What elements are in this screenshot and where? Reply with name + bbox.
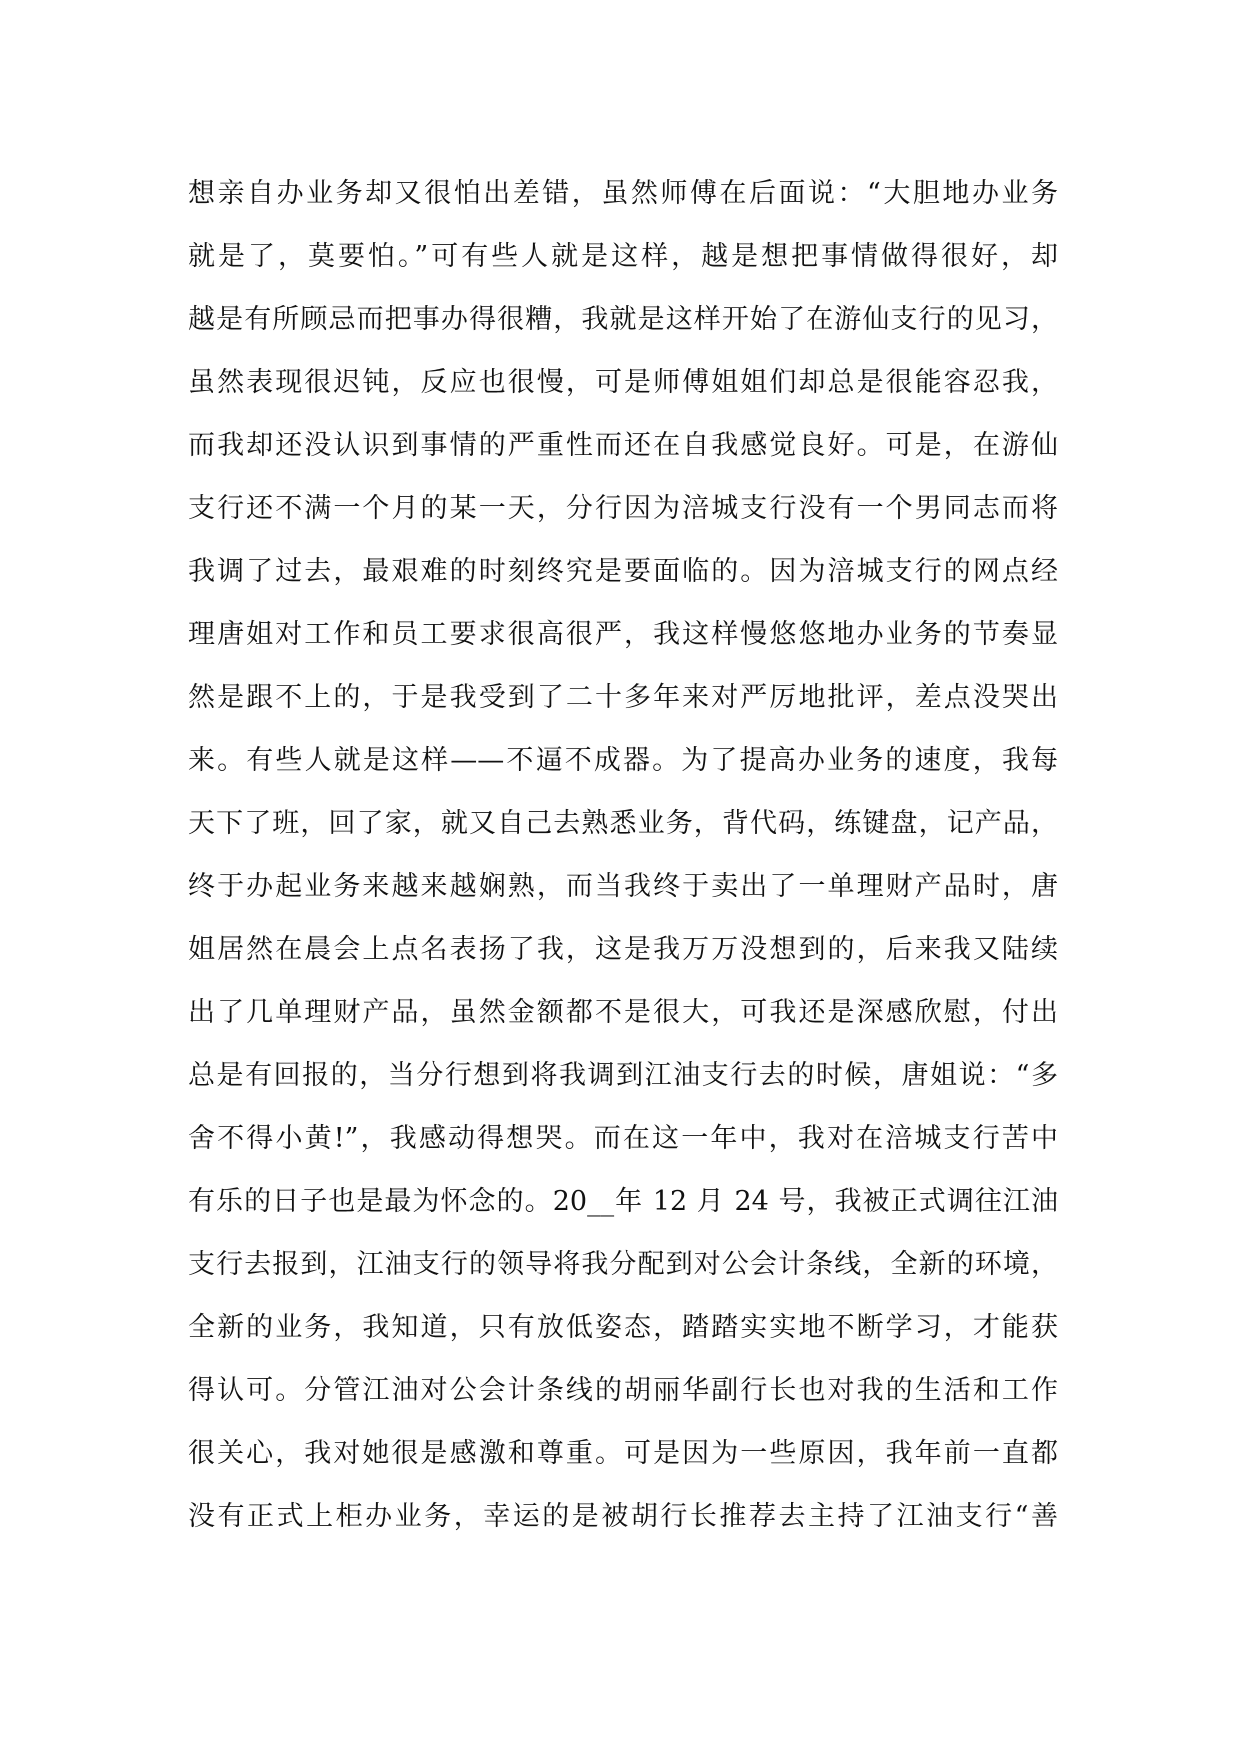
- text-line-5: 而我却还没认识到事情的严重性而还在自我感觉良好。可是，在游仙: [188, 430, 1058, 461]
- text-line-19: 全新的业务，我知道，只有放低姿态，踏踏实实地不断学习，才能获: [188, 1312, 1058, 1343]
- text-line-11: 天下了班，回了家，就又自己去熟悉业务，背代码，练键盘，记产品，: [188, 808, 1058, 839]
- text-line-18: 支行去报到，江油支行的领导将我分配到对公会计条线，全新的环境，: [188, 1249, 1058, 1280]
- text-line-22: 没有正式上柜办业务，幸运的是被胡行长推荐去主持了江油支行“善: [188, 1501, 1058, 1532]
- text-line-8: 理唐姐对工作和员工要求很高很严，我这样慢悠悠地办业务的节奏显: [188, 619, 1058, 650]
- text-line-10: 来。有些人就是这样——不逼不成器。为了提高办业务的速度，我每: [188, 745, 1058, 776]
- text-line-21: 很关心，我对她很是感激和尊重。可是因为一些原因，我年前一直都: [188, 1438, 1058, 1469]
- text-line-6: 支行还不满一个月的某一天，分行因为涪城支行没有一个男同志而将: [188, 493, 1058, 524]
- text-line-20: 得认可。分管江油对公会计条线的胡丽华副行长也对我的生活和工作: [188, 1375, 1058, 1406]
- text-line-16: 舍不得小黄!”，我感动得想哭。而在这一年中，我对在涪城支行苦中: [188, 1123, 1058, 1154]
- text-line-15: 总是有回报的，当分行想到将我调到江油支行去的时候，唐姐说：“多: [188, 1060, 1058, 1091]
- text-line-9: 然是跟不上的，于是我受到了二十多年来对严厉地批评，差点没哭出: [188, 682, 1058, 713]
- text-line-13: 姐居然在晨会上点名表扬了我，这是我万万没想到的，后来我又陆续: [188, 934, 1058, 965]
- body-text: [188, 162, 1058, 1548]
- text-line-3: 越是有所顾忌而把事办得很糟，我就是这样开始了在游仙支行的见习，: [188, 304, 1058, 335]
- text-line-1: 想亲自办业务却又很怕出差错，虽然师傅在后面说：“大胆地办业务: [188, 178, 1058, 209]
- text-line-4: 虽然表现很迟钝，反应也很慢，可是师傅姐姐们却总是很能容忍我，: [188, 367, 1058, 398]
- text-line-14: 出了几单理财产品，虽然金额都不是很大，可我还是深感欣慰，付出: [188, 997, 1058, 1028]
- text-line-12: 终于办起业务来越来越娴熟，而当我终于卖出了一单理财产品时，唐: [188, 871, 1058, 902]
- text-line-17: 有乐的日子也是最为怀念的。20__年 12 月 24 号，我被正式调往江油: [188, 1186, 1058, 1217]
- text-line-2: 就是了，莫要怕。”可有些人就是这样，越是想把事情做得很好，却: [188, 241, 1058, 272]
- text-line-7: 我调了过去，最艰难的时刻终究是要面临的。因为涪城支行的网点经: [188, 556, 1058, 587]
